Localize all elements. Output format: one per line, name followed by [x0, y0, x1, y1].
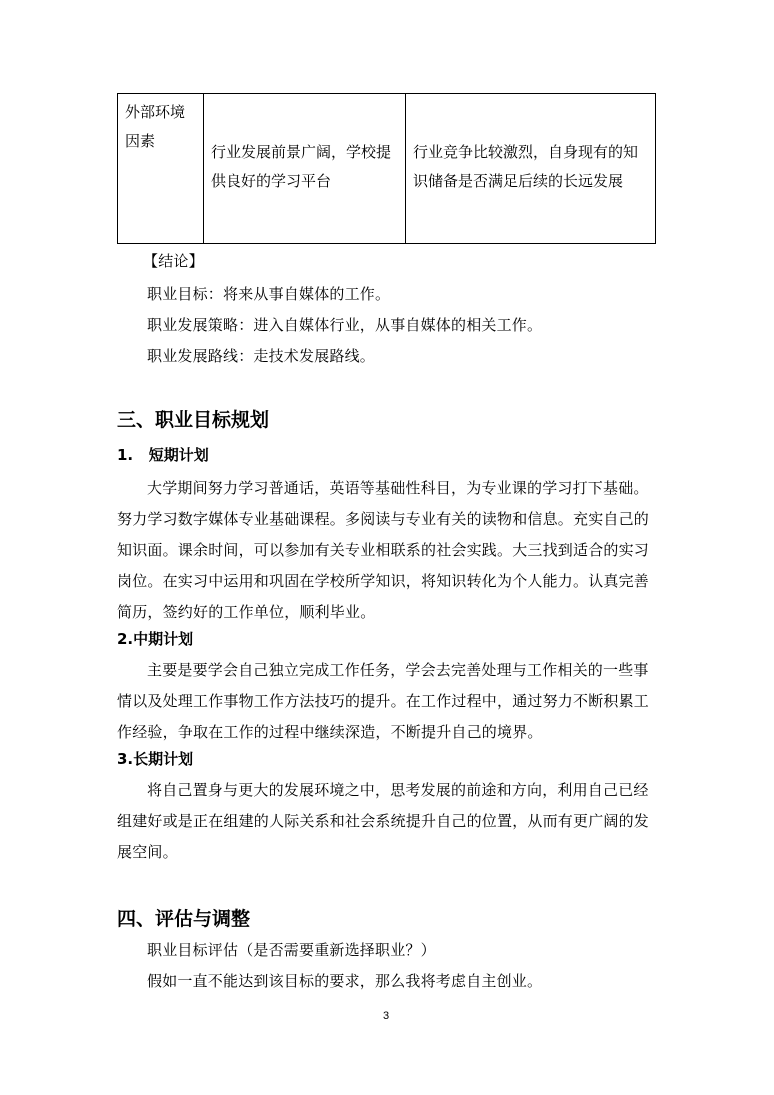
subsection-title-short: 1. 短期计划	[117, 446, 209, 464]
subsection-title-long: 3.长期计划	[117, 750, 194, 768]
paragraph-line: 展空间。	[117, 843, 178, 861]
paragraph-line: 简历，签约好的工作单位，顺利毕业。	[117, 603, 376, 621]
paragraph-line: 组建好或是正在组建的人际关系和社会系统提升自己的位置，从而有更广阔的发	[117, 812, 650, 830]
paragraph-line: 将自己置身与更大的发展环境之中，思考发展的前途和方向，利用自己已经	[147, 781, 649, 799]
subsection-title-mid: 2.中期计划	[117, 630, 194, 648]
swot-table	[117, 93, 656, 244]
section-title: 四、评估与调整	[117, 908, 251, 930]
table-row-label: 外部环境因素	[118, 94, 204, 244]
paragraph-line: 大学期间努力学习普通话，英语等基础性科目，为专业课的学习打下基础。	[147, 479, 649, 497]
table-row	[118, 94, 656, 244]
threat-cell: 行业竞争比较激烈，自身现有的知识储备是否满足后续的长远发展	[406, 94, 656, 244]
conclusion-line: 职业发展路线：走技术发展路线。	[147, 347, 376, 365]
paragraph-line: 岗位。在实习中运用和巩固在学校所学知识，将知识转化为个人能力。认真完善	[117, 572, 650, 590]
paragraph-line: 知识面。课余时间，可以参加有关专业相联系的社会实践。大三找到适合的实习	[117, 541, 650, 559]
conclusion-line: 职业发展策略：进入自媒体行业，从事自媒体的相关工作。	[147, 316, 543, 334]
paragraph-line: 情以及处理工作事物工作方法技巧的提升。在工作过程中，通过努力不断积累工	[117, 692, 650, 710]
page-number: 3	[383, 1010, 390, 1022]
paragraph-line: 假如一直不能达到该目标的要求，那么我将考虑自主创业。	[147, 972, 543, 990]
paragraph-line: 主要是要学会自己独立完成工作任务，学会去完善处理与工作相关的一些事	[147, 661, 649, 679]
paragraph-line: 职业目标评估（是否需要重新选择职业？）	[147, 941, 436, 959]
opportunity-cell: 行业发展前景广阔，学校提供良好的学习平台	[204, 94, 406, 244]
conclusion-line: 职业目标：将来从事自媒体的工作。	[147, 285, 391, 303]
paragraph-line: 作经验，争取在工作的过程中继续深造，不断提升自己的境界。	[117, 723, 543, 741]
paragraph-line: 努力学习数字媒体专业基础课程。多阅读与专业有关的读物和信息。充实自己的	[117, 510, 650, 528]
conclusion-heading: 【结论】	[143, 252, 204, 270]
section-title: 三、职业目标规划	[117, 409, 270, 431]
